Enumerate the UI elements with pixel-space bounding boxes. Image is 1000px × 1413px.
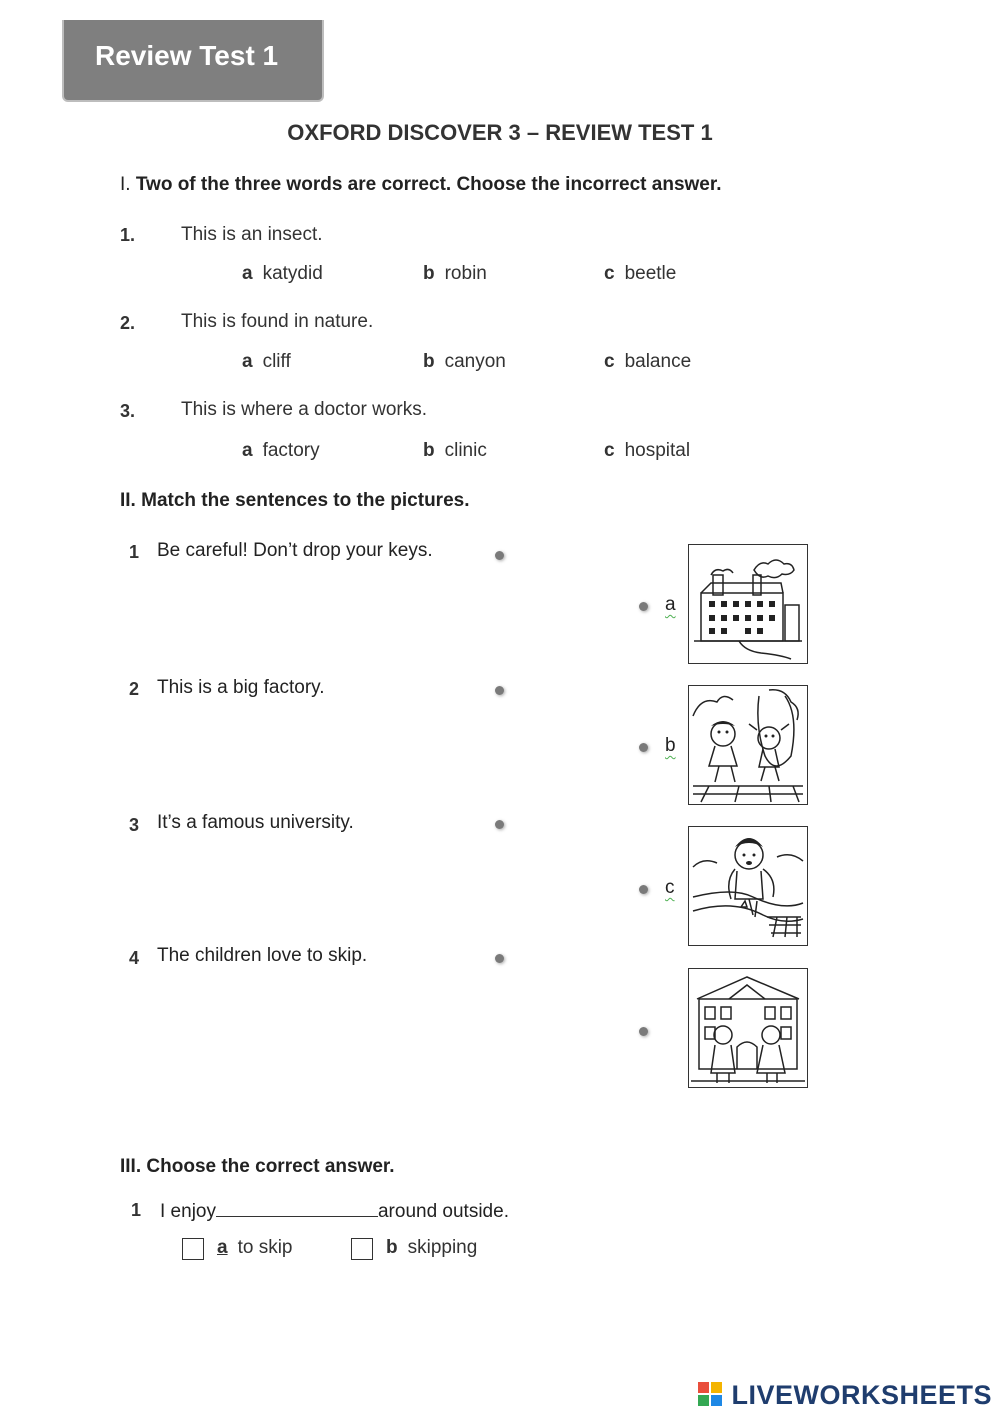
q2-option-a[interactable]: a cliff [242, 351, 291, 372]
section-3-instruction: Choose the correct answer. [146, 1156, 395, 1177]
q2-option-b[interactable]: b canyon [423, 351, 506, 372]
boy-dropping-keys-picture [688, 826, 808, 946]
section-3-roman: III. [120, 1156, 142, 1177]
match-sentence-2-dot[interactable] [495, 686, 504, 695]
boy-dropping-keys-icon [689, 827, 807, 945]
match-sentence-2-text: This is a big factory. [157, 677, 325, 698]
answer-blank[interactable] [216, 1198, 378, 1217]
match-sentence-4-number: 4 [129, 948, 140, 968]
q3-option-b[interactable]: b clinic [423, 440, 487, 461]
q1-text: This is an insect. [181, 224, 323, 245]
review-tab [62, 20, 324, 102]
match-picture-d-dot[interactable] [639, 1027, 648, 1036]
university-picture [688, 968, 808, 1088]
match-sentence-1-number: 1 [129, 542, 140, 562]
section-3-heading [120, 1156, 395, 1178]
q3-text: This is where a doctor works. [181, 399, 428, 420]
match-sentence-3-text: It’s a famous university. [157, 812, 354, 833]
university-icon [689, 969, 807, 1087]
page-title: OXFORD DISCOVER 3 – REVIEW TEST 1 [287, 120, 713, 145]
choice-q1-before: I enjoy [160, 1201, 216, 1222]
liveworksheets-logo-icon [698, 1382, 722, 1406]
q1-option-a[interactable]: a katydid [242, 263, 323, 284]
match-sentence-1-dot[interactable] [495, 551, 504, 560]
match-picture-b-label: b [665, 735, 676, 756]
q3-option-a[interactable]: a factory [242, 440, 320, 461]
match-sentence-2-number: 2 [129, 679, 140, 699]
option-b-checkbox[interactable] [351, 1238, 373, 1260]
section-1-roman: I. [120, 174, 131, 195]
match-picture-c-dot[interactable] [639, 885, 648, 894]
q1-option-b[interactable]: b robin [423, 263, 487, 284]
match-picture-b-dot[interactable] [639, 743, 648, 752]
match-sentence-3-dot[interactable] [495, 820, 504, 829]
factory-icon [689, 545, 807, 663]
q1-number: 1. [120, 225, 136, 245]
q2-number: 2. [120, 313, 136, 333]
match-sentence-4-dot[interactable] [495, 954, 504, 963]
children-skipping-picture [688, 685, 808, 805]
match-picture-c-label: c [665, 877, 675, 898]
match-picture-a-label: a [665, 594, 676, 615]
choice-q1-number: 1 [131, 1200, 142, 1220]
q3-number: 3. [120, 401, 136, 421]
match-picture-a-dot[interactable] [639, 602, 648, 611]
review-tab-label: Review Test 1 [95, 40, 279, 71]
option-a-checkbox[interactable] [182, 1238, 204, 1260]
q3-option-c[interactable]: c hospital [604, 440, 691, 461]
q2-text: This is found in nature. [181, 311, 374, 332]
section-2-instruction: Match the sentences to the pictures. [141, 490, 470, 511]
section-1-instruction: Two of the three words are correct. Choose the incorrect answer. [135, 174, 722, 195]
q2-option-c[interactable]: c balance [604, 351, 692, 372]
q1-option-c[interactable]: c beetle [604, 263, 677, 284]
option-b-label: b skipping [386, 1237, 478, 1258]
section-2-roman: II. [120, 490, 136, 511]
choice-q1-after: around outside. [377, 1201, 509, 1222]
children-skipping-icon [689, 686, 807, 804]
match-sentence-1-text: Be careful! Don’t drop your keys. [157, 540, 433, 561]
match-sentence-3-number: 3 [129, 815, 140, 835]
factory-picture [688, 544, 808, 664]
option-a-label: a to skip [217, 1237, 293, 1258]
liveworksheets-logo[interactable]: LIVEWORKSHEETS [731, 1380, 992, 1410]
match-sentence-4-text: The children love to skip. [157, 945, 368, 966]
section-1-heading [120, 174, 721, 196]
choice-q1-sentence [160, 1198, 509, 1223]
section-2-heading [120, 490, 469, 512]
